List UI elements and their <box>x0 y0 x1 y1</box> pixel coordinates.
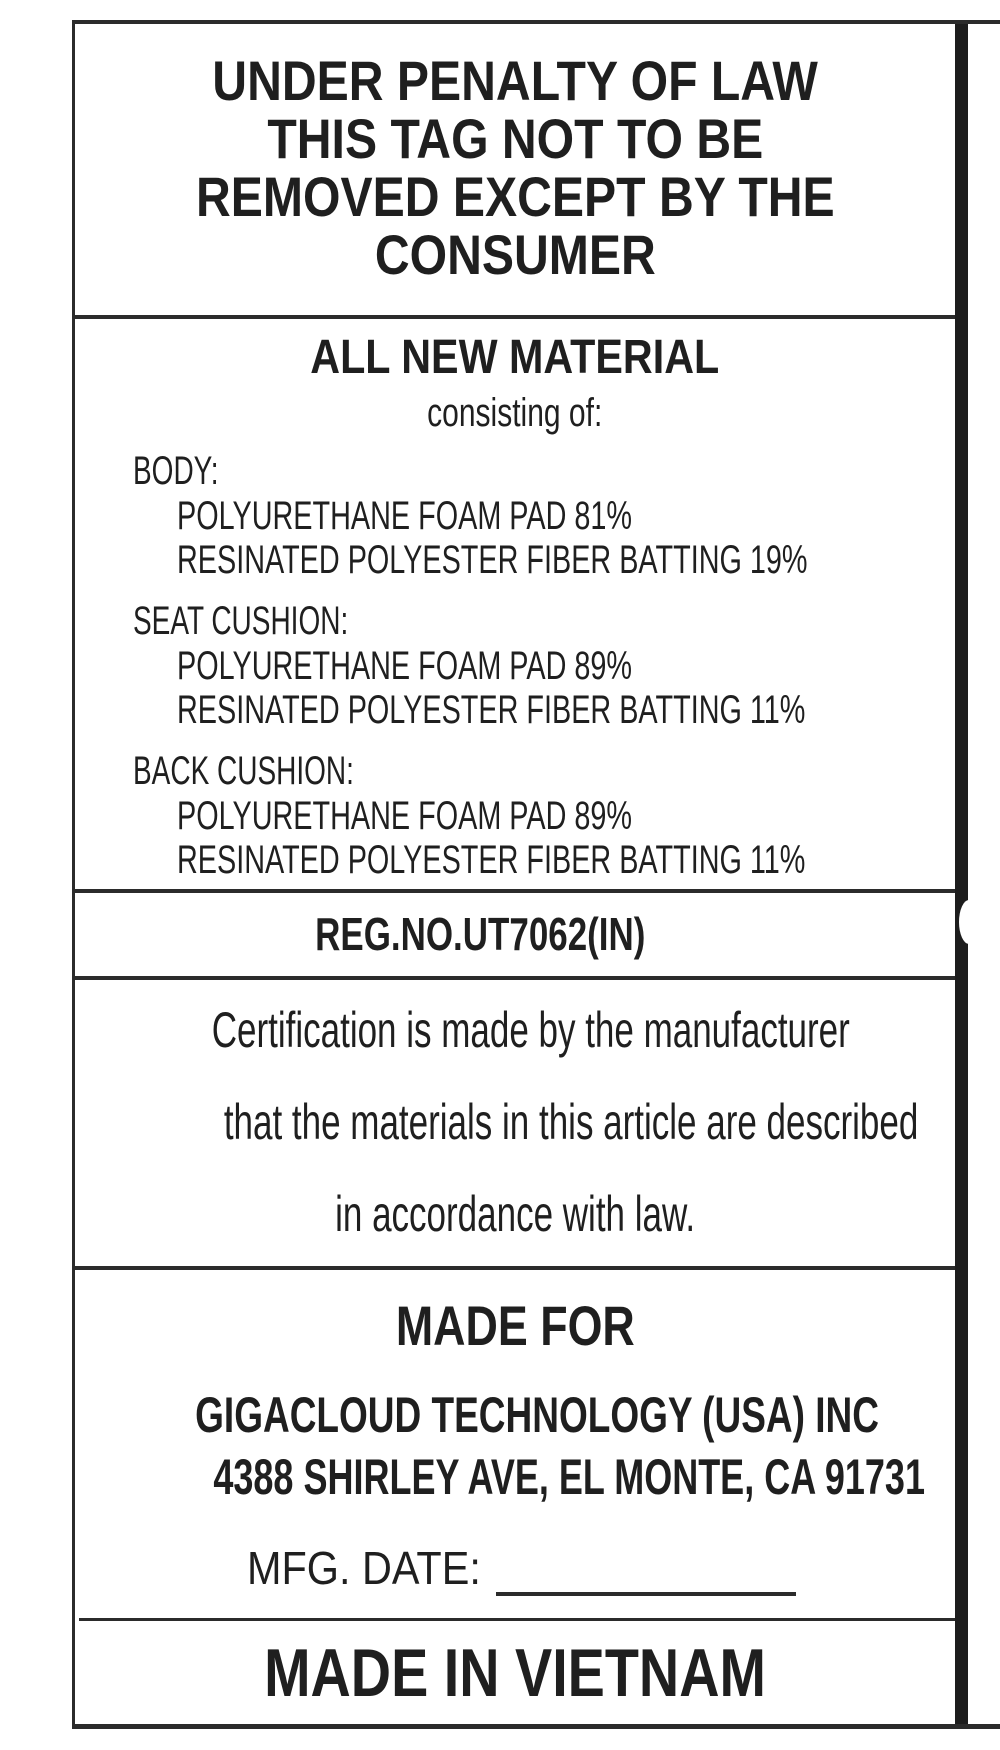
group-name: SEAT CUSHION: <box>133 599 349 643</box>
certification-line: in accordance with law. <box>335 1186 695 1242</box>
origin-text: MADE IN VIETNAM <box>264 1635 766 1711</box>
certification-line: Certification is made by the manufacturer <box>211 1002 850 1058</box>
materials-subtitle: consisting of: <box>427 391 603 435</box>
made-for-address: 4388 SHIRLEY AVE, EL MONTE, CA 91731 <box>213 1449 925 1505</box>
group-name: BACK CUSHION: <box>133 749 354 793</box>
mfg-date-label: MFG. DATE: <box>247 1542 481 1594</box>
label-border-bottom <box>72 1724 1000 1729</box>
group-component: RESINATED POLYESTER FIBER BATTING 11% <box>177 688 806 732</box>
group-component: POLYURETHANE FOAM PAD 89% <box>177 794 633 838</box>
registration-number-section <box>75 893 955 976</box>
made-for-section <box>75 1296 955 1596</box>
divider-below-certification <box>72 1266 955 1270</box>
penalty-header-line: CONSUMER <box>374 223 656 286</box>
material-group-back-cushion <box>133 748 955 882</box>
certification-section <box>75 984 955 1260</box>
material-group-body <box>133 448 955 582</box>
materials-section <box>75 330 955 882</box>
divider-below-header <box>72 315 955 319</box>
mfg-date-row <box>75 1540 955 1596</box>
group-name: BODY: <box>133 449 219 493</box>
label-border-top <box>72 20 1000 24</box>
material-group-seat-cushion <box>133 598 955 732</box>
materials-groups <box>75 448 955 882</box>
origin-section <box>75 1622 955 1724</box>
made-for-company: GIGACLOUD TECHNOLOGY (USA) INC <box>195 1387 879 1443</box>
divider-below-reg-no <box>72 976 955 980</box>
right-bar-notch <box>959 900 979 944</box>
penalty-header-line: THIS TAG NOT TO BE <box>267 107 763 170</box>
divider-above-origin <box>79 1618 955 1621</box>
certification-line: that the materials in this article are described <box>223 1094 919 1150</box>
penalty-header-line: REMOVED EXCEPT BY THE <box>195 165 835 228</box>
mfg-date-blank-line <box>496 1544 796 1596</box>
materials-title: ALL NEW MATERIAL <box>310 331 720 384</box>
group-component: RESINATED POLYESTER FIBER BATTING 19% <box>177 538 808 582</box>
group-component: POLYURETHANE FOAM PAD 81% <box>177 494 633 538</box>
penalty-header-line: UNDER PENALTY OF LAW <box>212 49 818 112</box>
group-component: RESINATED POLYESTER FIBER BATTING 11% <box>177 838 806 882</box>
penalty-header <box>75 49 955 286</box>
made-for-title: MADE FOR <box>395 1294 635 1357</box>
registration-number: REG.NO.UT7062(IN) <box>314 908 646 960</box>
group-component: POLYURETHANE FOAM PAD 89% <box>177 644 633 688</box>
